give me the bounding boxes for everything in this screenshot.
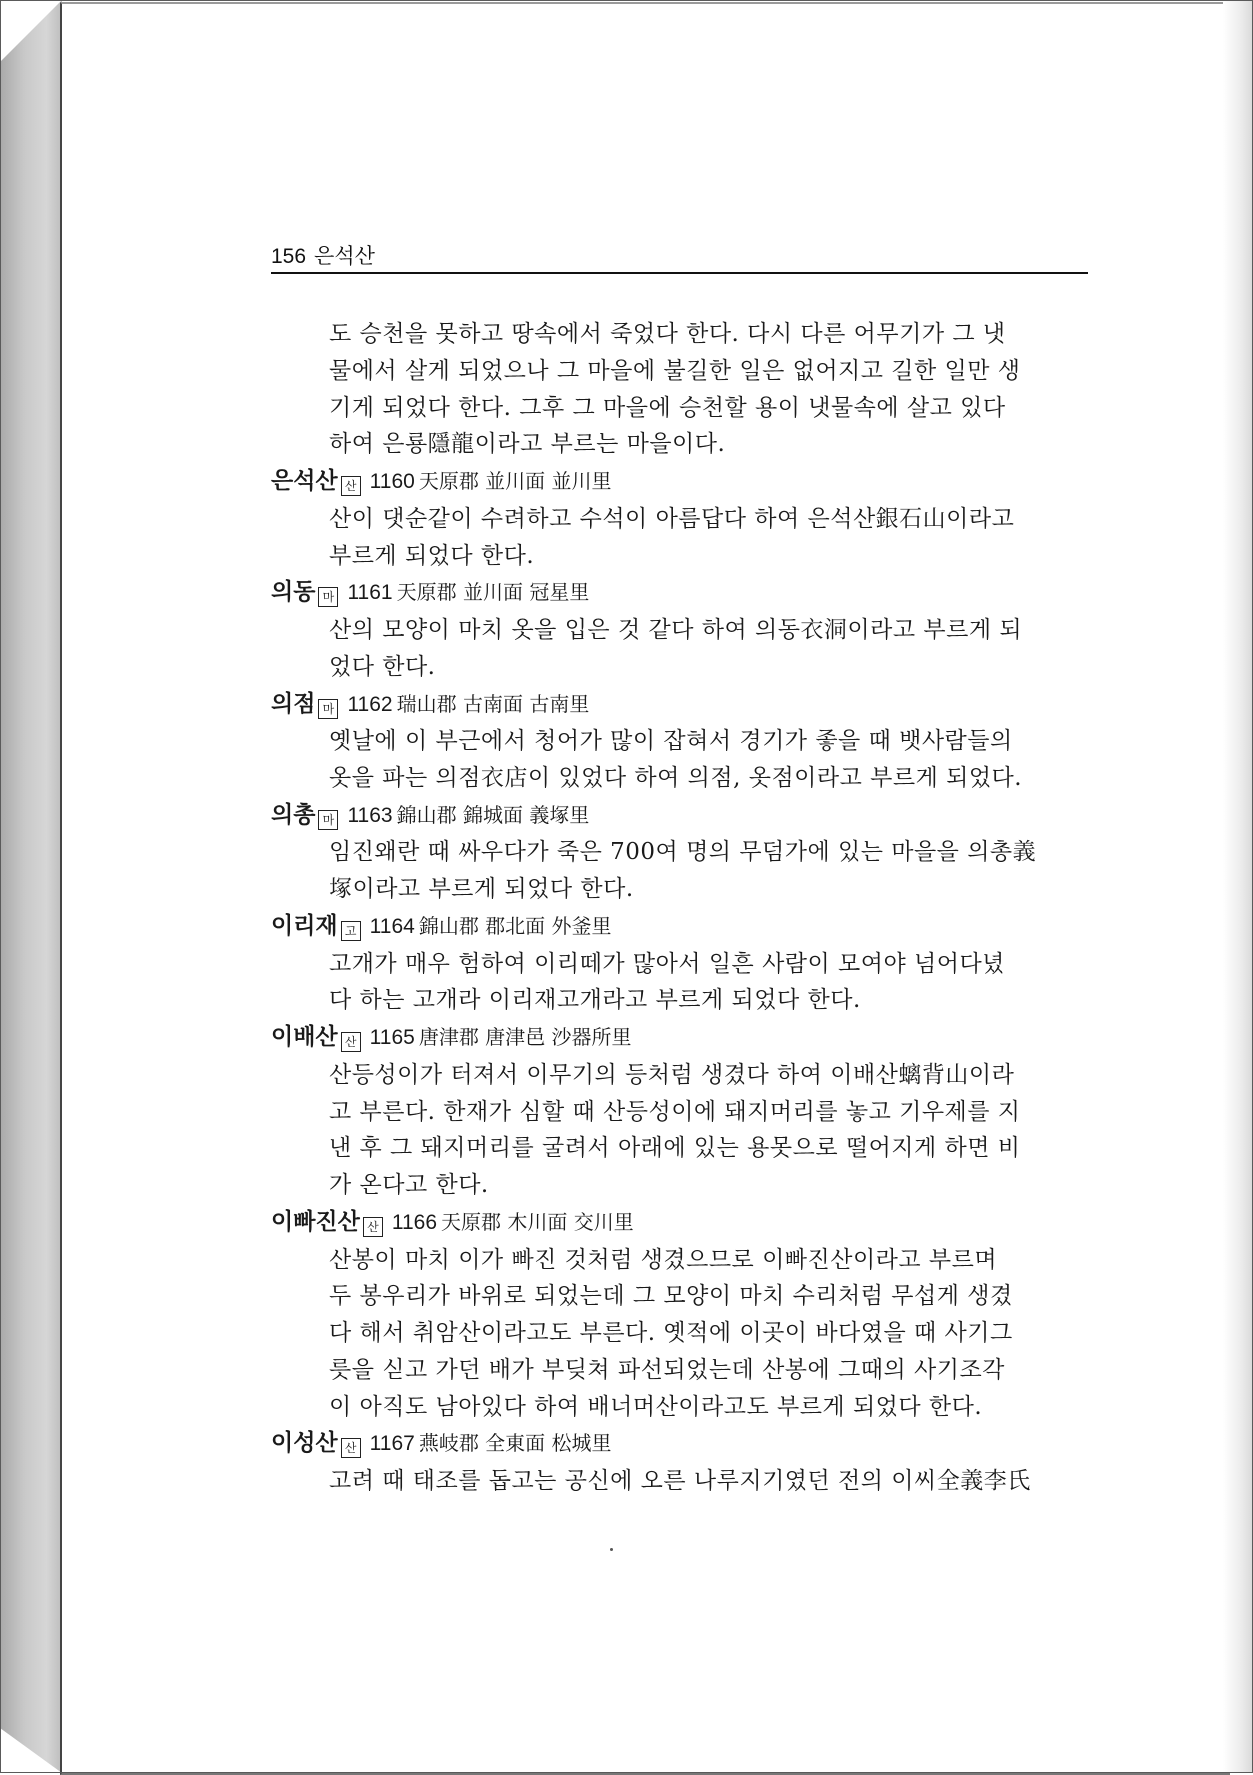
page-number: 156 (271, 245, 307, 268)
entry-text (329, 612, 1091, 686)
entry-location: 瑞山郡 古南面 古南里 (396, 691, 590, 716)
text-line: 옷을 파는 의점衣店이 있었다 하여 의점, 옷점이라고 부르게 되었다. (329, 764, 1023, 791)
entry-number: 1165 (369, 1026, 415, 1050)
entry-number: 1167 (369, 1432, 415, 1456)
entry (271, 686, 1091, 797)
text-line: 릇을 싣고 가던 배가 부딪쳐 파선되었는데 산봉에 그때의 사기조각 (329, 1356, 1005, 1383)
text-line: 고려 때 태조를 돕고는 공신에 오른 나루지기였던 전의 이씨全義李氏 (329, 1468, 1031, 1495)
entry-number: 1164 (369, 914, 415, 938)
entry-location: 錦山郡 郡北面 外釜里 (418, 913, 612, 938)
text-line: 이 아직도 남아있다 하여 배너머산이라고도 부르게 되었다 한다. (329, 1393, 983, 1420)
entry-heading (271, 686, 1091, 724)
entry-location: 天原郡 木川面 交川里 (441, 1209, 634, 1234)
entry-location: 錦山郡 錦城面 義塚里 (396, 802, 590, 827)
category-mark: 산 (341, 1438, 361, 1458)
category-mark: 산 (341, 476, 361, 496)
intro-paragraph (329, 316, 1091, 463)
category-mark: 마 (318, 810, 338, 830)
text-line: 도 승천을 못하고 땅속에서 죽었다 한다. 다시 다른 어무기가 그 냇 (329, 321, 1006, 347)
category-mark: 산 (341, 1032, 361, 1052)
entry (271, 908, 1091, 1019)
entry (271, 463, 1091, 574)
entry-heading (271, 463, 1091, 501)
text-line: 하여 은룡隱龍이라고 부르는 마을이다. (329, 431, 726, 458)
entry-headword: 이빠진산 (271, 1208, 360, 1235)
category-mark: 마 (318, 587, 338, 607)
running-title: 은석산 (314, 245, 375, 268)
text-line: 고개가 매우 험하여 이리떼가 많아서 일흔 사람이 모여야 넘어다녔 (329, 950, 1005, 977)
book-spine (0, 0, 62, 1773)
entry-text (329, 834, 1091, 908)
category-mark: 마 (318, 699, 338, 719)
text-line: 산의 모양이 마치 옷을 입은 것 같다 하여 의동衣洞이라고 부르게 되 (329, 616, 1023, 643)
text-line: 산등성이가 터져서 이무기의 등처럼 생겼다 하여 이배산螭背山이라 (329, 1061, 1015, 1088)
entry-headword: 이배산 (271, 1024, 338, 1051)
entry-heading (271, 1019, 1091, 1057)
text-line: 고 부른다. 한재가 심할 때 산등성이에 돼지머리를 놓고 기우제를 지 (329, 1098, 1021, 1125)
entry-text (329, 1463, 1091, 1500)
entry-headword: 의총 (271, 801, 316, 828)
entry-text (329, 1242, 1091, 1426)
entry-number: 1166 (391, 1210, 438, 1234)
text-line: 가 온다고 한다. (329, 1172, 489, 1199)
entry (271, 1019, 1091, 1204)
text-line: 산봉이 마치 이가 빠진 것처럼 생겼으므로 이빠진산이라고 부르며 (329, 1246, 998, 1273)
print-speck (610, 1548, 613, 1551)
category-mark: 산 (363, 1217, 383, 1237)
entry (271, 797, 1091, 908)
category-mark: 고 (341, 921, 361, 941)
text-line: 두 봉우리가 바위로 되었는데 그 모양이 마치 수리처럼 무섭게 생겼 (329, 1283, 1013, 1310)
entry-number: 1163 (347, 803, 393, 827)
entry (271, 1204, 1091, 1426)
entry-headword: 의동 (271, 579, 316, 606)
text-line: 기게 되었다 한다. 그후 그 마을에 승천할 용이 냇물속에 살고 있다 (329, 394, 1006, 421)
entry-text (329, 723, 1091, 797)
page-body (271, 316, 1091, 1500)
entry-number: 1162 (347, 692, 393, 716)
entry-heading (271, 908, 1091, 946)
entry-location: 天原郡 並川面 冠星里 (396, 580, 590, 605)
entry-headword: 이리재 (271, 912, 338, 939)
entry (271, 1425, 1091, 1499)
entry-number: 1160 (369, 470, 415, 494)
entry-location: 燕岐郡 全東面 松城里 (418, 1431, 612, 1456)
header-rule (271, 272, 1088, 274)
entry-text (329, 1057, 1091, 1204)
entry-heading (271, 1425, 1091, 1463)
text-line: 물에서 살게 되었으나 그 마을에 불길한 일은 없어지고 길한 일만 생 (329, 357, 1021, 384)
text-line: 다 하는 고개라 이리재고개라고 부르게 되었다 한다. (329, 987, 861, 1014)
text-line: 塚이라고 부르게 되었다 한다. (329, 876, 634, 903)
entry-text (329, 501, 1091, 575)
entry-location: 天原郡 並川面 並川里 (418, 469, 612, 494)
entry-number: 1161 (347, 581, 393, 605)
text-line: 낸 후 그 돼지머리를 굴려서 아래에 있는 용못으로 떨어지게 하면 비 (329, 1135, 1021, 1162)
text-line: 었다 한다. (329, 653, 436, 680)
entry-text (329, 946, 1091, 1020)
entry (271, 574, 1091, 685)
running-header (271, 240, 375, 270)
entry-headword: 은석산 (271, 468, 338, 495)
text-line: 임진왜란 때 싸우다가 죽은 700여 명의 무덤가에 있는 마을을 의총義 (329, 839, 1037, 866)
text-line: 옛날에 이 부근에서 청어가 많이 잡혀서 경기가 좋을 때 뱃사람들의 (329, 728, 1013, 755)
entry-headword: 의점 (271, 690, 316, 717)
entry-heading (271, 1204, 1091, 1242)
page-edge-shadow (1223, 0, 1253, 1773)
entry-heading (271, 797, 1091, 835)
text-line: 다 해서 취암산이라고도 부른다. 옛적에 이곳이 바다였을 때 사기그 (329, 1320, 1013, 1347)
text-line: 부르게 되었다 한다. (329, 542, 535, 569)
entry-headword: 이성산 (271, 1430, 338, 1457)
entry-heading (271, 574, 1091, 612)
entry-location: 唐津郡 唐津邑 沙器所里 (418, 1025, 632, 1050)
text-line: 산이 댓순같이 수려하고 수석이 아름답다 하여 은석산銀石山이라고 (329, 505, 1015, 532)
